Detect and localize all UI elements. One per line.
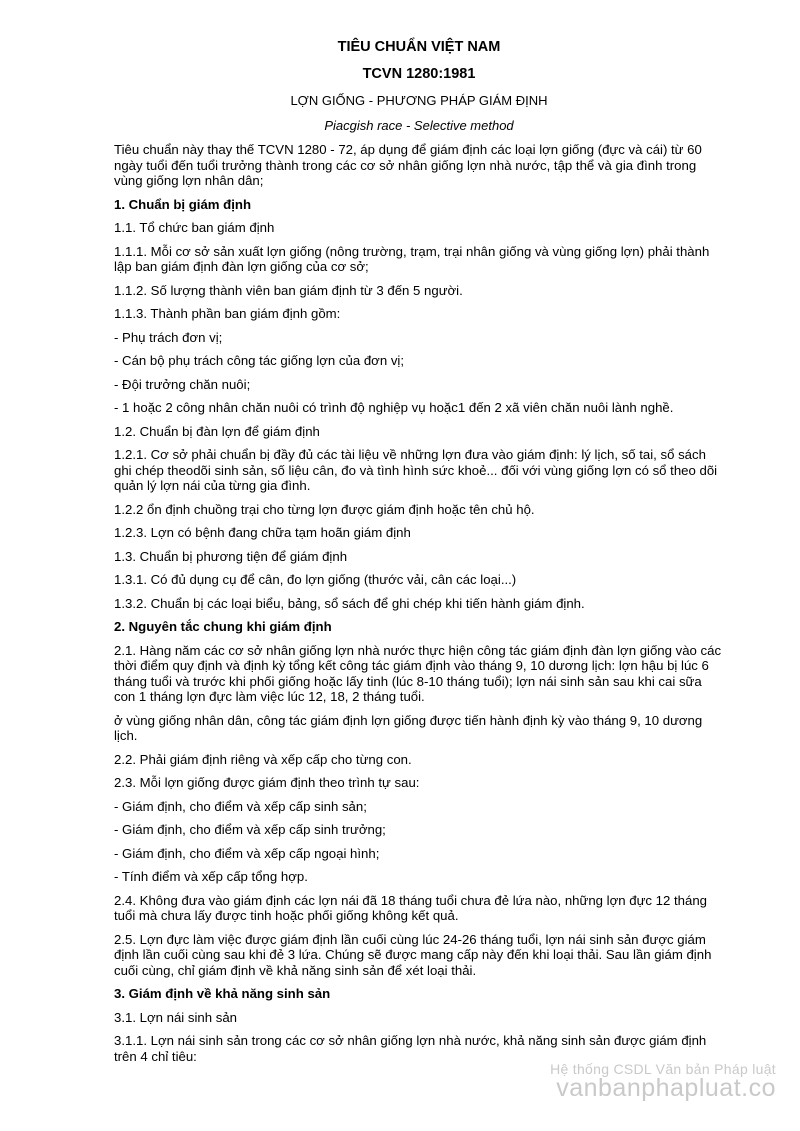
english-title: Piacgish race - Selective method (324, 118, 514, 133)
paragraph: 1.2.2 ổn định chuồng trại cho từng lợn được giám định hoặc tên chủ hộ. (114, 501, 535, 517)
paragraph: 2.1. Hàng năm các cơ sở nhân giống lợn nhà nước thực hiện công tác giám định đàn lợn giống vào các thời điểm quy định và định kỳ tổng kết công tác giám định vào tháng 9, 10 dương lịch: lợn hậu bị lúc 6 tháng tuổi và trước khi phối giống hoặc lấy tinh (lúc 8-10 tháng tuổi); lợn nái sinh sản sau khi cai sữa con 1 tháng lợn đực làm việc lúc 12, 18, 2 tháng tuổi. (114, 642, 722, 704)
list-item: - Giám định, cho điểm và xếp cấp sinh sản; (114, 798, 367, 814)
document-title: TIÊU CHUẨN VIỆT NAM (337, 39, 501, 55)
paragraph: 1.3.2. Chuẩn bị các loại biểu, bảng, sổ sách để ghi chép khi tiến hành giám định. (114, 595, 585, 611)
list-item: - Cán bộ phụ trách công tác giống lợn của đơn vị; (114, 353, 405, 368)
paragraph: ở vùng giống nhân dân, công tác giám định lợn giống được tiến hành định kỳ vào tháng 9, 10 dương lịch. (114, 712, 703, 743)
standard-subject: LỢN GIỐNG - PHƯƠNG PHÁP GIÁM ĐỊNH (290, 93, 548, 108)
watermark-caption: Hệ thống CSDL Văn bản Pháp luật (550, 1061, 776, 1077)
paragraph: 1.2.1. Cơ sở phải chuẩn bị đầy đủ các tài liệu về những lợn đưa vào giám định: lý lịch, số tai, sổ sách ghi chép theodõi sinh sản, số liệu cân, đo và tình hình sức khoẻ... đối với vùng giống lợn có sổ theo dõi quản lý lợn nái của từng gia đình. (114, 447, 718, 493)
list-item: - Đội trưởng chăn nuôi; (114, 376, 251, 392)
paragraph: 1.1. Tổ chức ban giám định (114, 220, 275, 235)
section-heading: 1. Chuẩn bị giám định (114, 196, 252, 212)
paragraph: 2.4. Không đưa vào giám định các lợn nái đã 18 tháng tuổi chưa đẻ lứa nào, những lợn đực 12 tháng tuổi mà chưa lấy được tinh hoặc phối giống không kết quả. (114, 892, 707, 923)
paragraph: 1.3. Chuẩn bị phương tiện để giám định (114, 548, 348, 564)
paragraph: 3.1.1. Lợn nái sinh sản trong các cơ sở nhân giống lợn nhà nước, khả năng sinh sản được giám định trên 4 chỉ tiêu: (114, 1033, 707, 1064)
paragraph: 1.1.1. Mỗi cơ sở sản xuất lợn giống (nông trường, trạm, trại nhân giống và vùng giống lợn) phải thành lập ban giám định đàn lợn giống của cơ sở; (114, 243, 710, 274)
list-item: - Giám định, cho điểm và xếp cấp ngoại hình; (114, 845, 380, 861)
intro-paragraph: Tiêu chuẩn này thay thế TCVN 1280 - 72, áp dụng để giám định các loại lợn giống (đực và cái) từ 60 ngày tuổi đến tuổi trưởng thành trong các cơ sở nhân giống lợn nhà nước, tập thể và gia đình trong vùng giống lợn nhân dân; (114, 142, 702, 188)
list-item: - Tính điểm và xếp cấp tổng hợp. (114, 869, 308, 884)
list-item: - 1 hoặc 2 công nhân chăn nuôi có trình độ nghiệp vụ hoặc1 đến 2 xã viên chăn nuôi lành nghề. (114, 400, 674, 415)
paragraph: 1.2.3. Lợn có bệnh đang chữa tạm hoãn giám định (114, 525, 411, 540)
paragraph: 1.1.3. Thành phần ban giám định gồm: (114, 306, 341, 321)
document-page (114, 38, 724, 1072)
paragraph: 2.3. Mỗi lợn giống được giám định theo trình tự sau: (114, 775, 420, 790)
standard-code: TCVN 1280:1981 (362, 66, 476, 82)
list-item: - Phụ trách đơn vị; (114, 329, 223, 345)
paragraph: 3.1. Lợn nái sinh sản (114, 1009, 238, 1025)
paragraph: 2.2. Phải giám định riêng và xếp cấp cho từng con. (114, 751, 412, 767)
watermark-site: vanbanphapluat.co (556, 1074, 776, 1102)
paragraph: 2.5. Lợn đực làm việc được giám định lần cuối cùng lúc 24-26 tháng tuổi, lợn nái sinh sản được giám định lần cuối cùng sau khi đẻ 3 lứa. Chúng sẽ được mang cấp này đến khi loại thải. Sau lần giám định cuối cùng, chỉ giám định về khả năng sinh sản để xét loại thải. (114, 931, 712, 978)
paragraph: 1.2. Chuẩn bị đàn lợn để giám định (114, 423, 320, 439)
paragraph: 1.1.2. Số lượng thành viên ban giám định từ 3 đến 5 người. (114, 282, 463, 298)
paragraph: 1.3.1. Có đủ dụng cụ để cân, đo lợn giống (thước vải, cân các loại...) (114, 572, 517, 587)
section-heading: 2. Nguyên tắc chung khi giám định (114, 619, 332, 634)
list-item: - Giám định, cho điểm và xếp cấp sinh trưởng; (114, 822, 386, 837)
section-heading: 3. Giám định về khả năng sinh sản (114, 986, 331, 1001)
